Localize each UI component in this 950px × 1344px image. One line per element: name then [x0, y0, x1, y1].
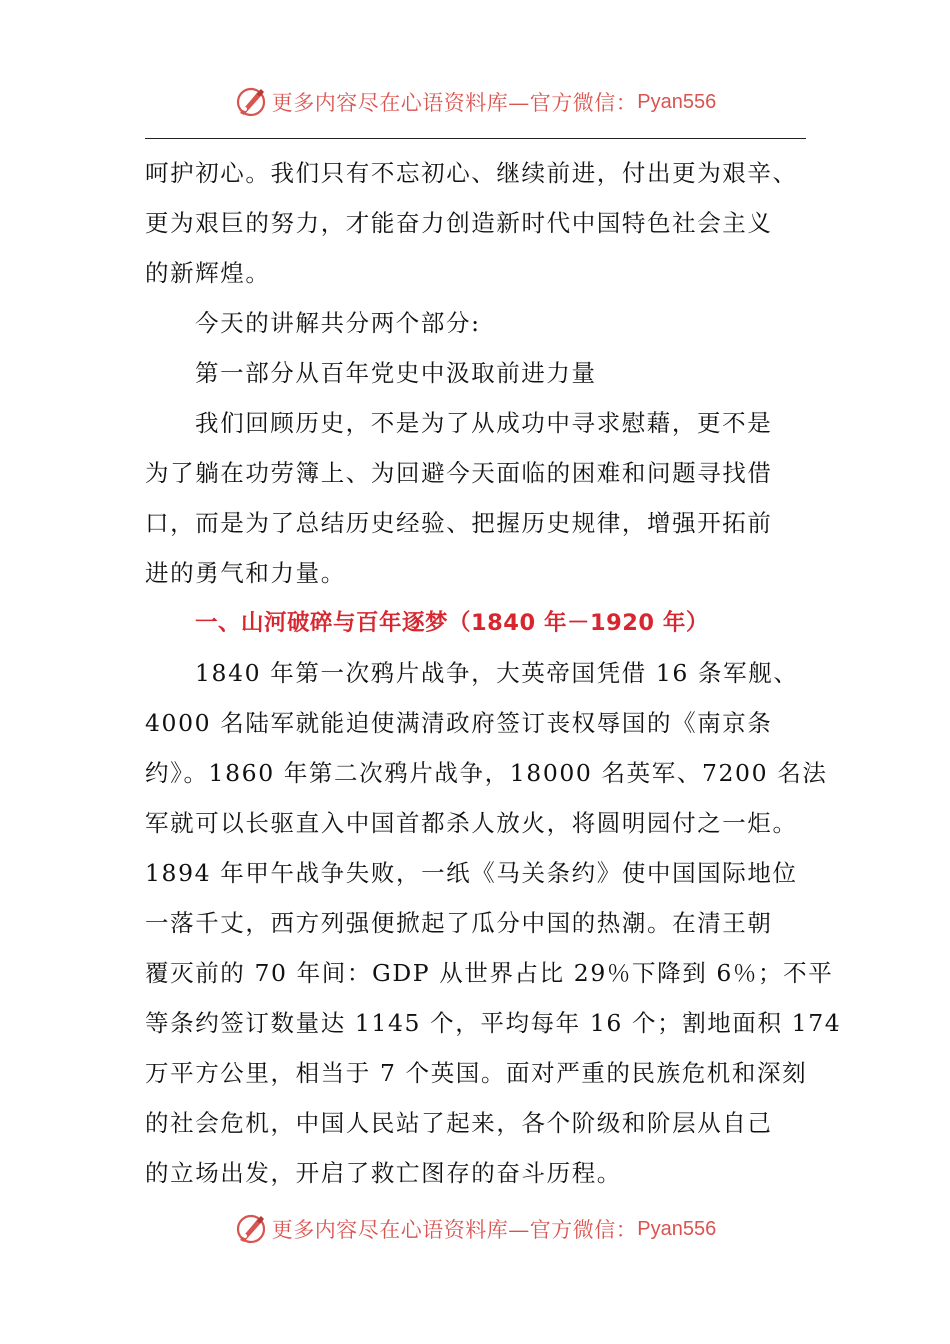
- text-line: 今天的讲解共分两个部分:: [195, 309, 481, 337]
- text-line: 我们回顾历史，不是为了从成功中寻求慰藉，更不是: [195, 409, 773, 437]
- text-line: 一落千丈，西方列强便掀起了瓜分中国的热潮。在清王朝: [145, 909, 773, 937]
- header-wechat-id: Pyan556: [637, 90, 717, 113]
- text-line: 为了躺在功劳簿上、为回避今天面临的困难和问题寻找借: [145, 459, 773, 487]
- footer-banner: [0, 1207, 950, 1251]
- header-banner-text: 更多内容尽在心语资料库—官方微信：: [271, 91, 638, 115]
- text-line: 的立场出发，开启了救亡图存的奋斗历程。: [145, 1159, 622, 1187]
- header-banner: [0, 80, 950, 124]
- text-line: 更为艰巨的努力，才能奋力创造新时代中国特色社会主义: [145, 209, 773, 237]
- text-line: 万平方公里，相当于 7 个英国。面对严重的民族危机和深刻: [145, 1059, 808, 1087]
- text-line: 进的勇气和力量。: [145, 559, 346, 587]
- text-line: 军就可以长驱直入中国首都杀人放火，将圆明园付之一炬。: [145, 809, 798, 837]
- text-line: 1840 年第一次鸦片战争，大英帝国凭借 16 条军舰、: [195, 659, 799, 687]
- text-line: 呵护初心。我们只有不忘初心、继续前进，付出更为艰辛、: [145, 159, 798, 187]
- text-line: 等条约签订数量达 1145 个，平均每年 16 个；割地面积 174: [145, 1009, 842, 1037]
- footer-wechat-id: Pyan556: [637, 1217, 717, 1240]
- text-line: 1894 年甲午战争失败，一纸《马关条约》使中国国际地位: [145, 859, 798, 887]
- text-line: 的社会危机，中国人民站了起来，各个阶级和阶层从自己: [145, 1109, 773, 1137]
- text-line: 4000 名陆军就能迫使满清政府签订丧权辱国的《南京条: [145, 709, 773, 737]
- document-body: [145, 148, 842, 1198]
- pen-seal-icon: [234, 85, 268, 119]
- header-divider: [145, 138, 806, 139]
- footer-banner-text: 更多内容尽在心语资料库—官方微信：: [271, 1218, 638, 1242]
- text-line: 覆灭前的 70 年间：GDP 从世界占比 29％下降到 6％；不平: [145, 959, 834, 987]
- pen-seal-icon: [234, 1212, 268, 1246]
- part-one-title: 第一部分从百年党史中汲取前进力量: [195, 359, 597, 387]
- text-line: 约》。1860 年第二次鸦片战争，18000 名英军、7200 名法: [145, 759, 828, 787]
- text-line: 的新辉煌。: [145, 259, 271, 287]
- text-line: 口，而是为了总结历史经验、把握历史规律，增强开拓前: [145, 509, 773, 537]
- section-heading: 一、山河破碎与百年逐梦（1840 年－1920 年）: [195, 610, 709, 636]
